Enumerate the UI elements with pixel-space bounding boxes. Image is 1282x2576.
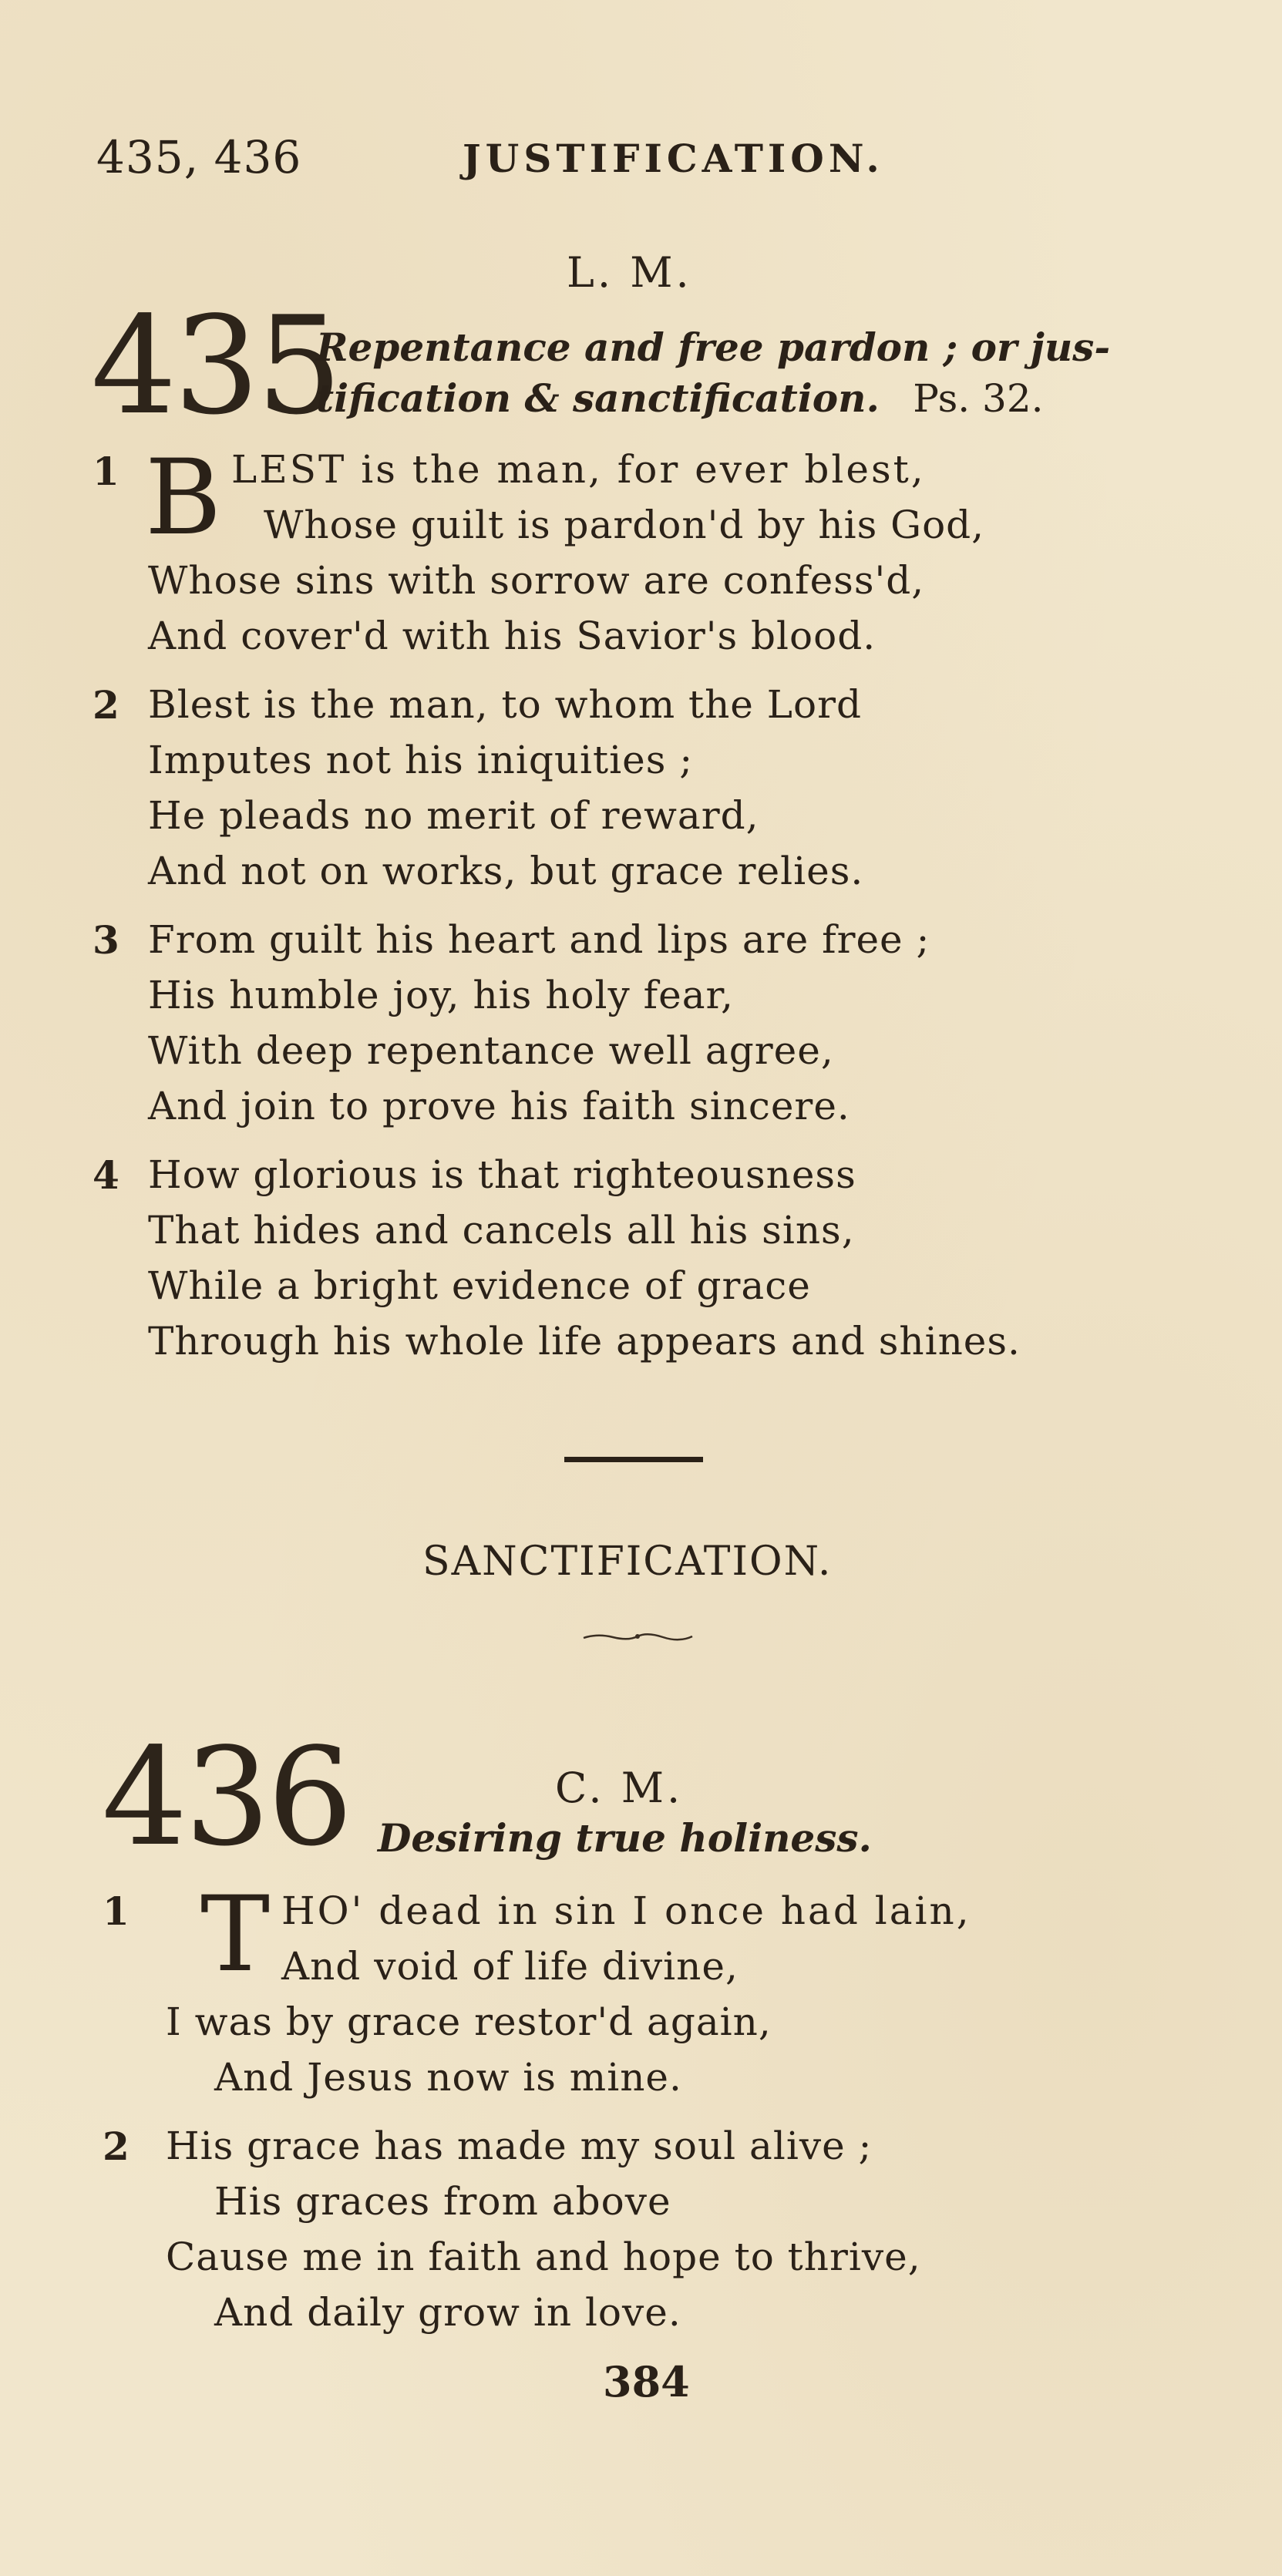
header-page-numbers: 435, 436 [96, 131, 302, 183]
hymn-436-v2-line4: And daily grow in love. [214, 2290, 681, 2335]
hymn-435-v1-line3: Whose sins with sorrow are confess'd, [148, 558, 925, 603]
hymn-436-number: 436 [102, 1720, 351, 1876]
hymn-436-v2-line1: His grace has made my soul alive ; [166, 2124, 873, 2168]
hymn-436-meter: C. M. [555, 1764, 684, 1812]
hymn-435-reference: Ps. 32. [913, 376, 1044, 421]
hymn-435-verse-3-number: 3 [93, 917, 119, 963]
hymn-436-verse-2-number: 2 [103, 2124, 130, 2169]
hymn-436-v1-line2: And void of life divine, [281, 1944, 739, 1989]
hymn-435-v3-line3: With deep repentance well agree, [148, 1028, 834, 1073]
hymn-435-subject-text: tification & sanctification. [316, 375, 880, 421]
hymn-436-v1-line3: I was by grace restor'd again, [166, 1999, 772, 2044]
hymn-435-v4-line2: That hides and cancels all his sins, [148, 1208, 855, 1253]
hymn-435-v1-line1: LEST is the man, for ever blest, [231, 447, 926, 492]
hymn-435-subject-line2 [316, 373, 1044, 424]
hymn-435-v2-line1: Blest is the man, to whom the Lord [148, 682, 862, 727]
hymn-435-v3-line2: His humble joy, his holy fear, [148, 973, 734, 1017]
hymn-435-v2-line3: He pleads no merit of reward, [148, 793, 759, 838]
hymn-435-v4-line4: Through his whole life appears and shines. [148, 1319, 1021, 1364]
section-title: SANCTIFICATION. [422, 1539, 833, 1585]
hymn-435-v4-line1: How glorious is that righteousness [148, 1152, 856, 1197]
hymn-435-v2-line4: And not on works, but grace relies. [148, 849, 864, 893]
hymn-435-subject-line1: Repentance and free pardon ; or jus- [316, 325, 1111, 370]
hymn-436-v2-line2: His graces from above [214, 2179, 671, 2224]
hymn-435-v2-line2: Imputes not his iniquities ; [148, 738, 694, 782]
hymn-435-verse-4-number: 4 [93, 1152, 119, 1198]
hymn-435-v4-line3: While a bright evidence of grace [148, 1263, 811, 1308]
hymn-435-dropcap: B [145, 437, 222, 558]
section-divider-rule [564, 1457, 703, 1462]
hymn-435-v1-line4: And cover'd with his Savior's blood. [148, 614, 877, 658]
hymn-435-verse-2-number: 2 [93, 682, 119, 728]
hymn-435-number: 435 [91, 288, 340, 445]
header-running-title: JUSTIFICATION. [463, 136, 884, 181]
hymn-436-v1-line4: And Jesus now is mine. [214, 2055, 682, 2100]
hymn-436-subject: Desiring true holiness. [378, 1815, 872, 1861]
hymn-435-v1-line2: Whose guilt is pardon'd by his God, [264, 503, 985, 547]
hymn-435-verse-1-number: 1 [93, 449, 119, 494]
hymn-436-verse-1-number: 1 [103, 1888, 130, 1934]
hymn-435-v3-line1: From guilt his heart and lips are free ; [148, 917, 930, 962]
hymn-436-v1-line1: HO' dead in sin I once had lain, [281, 1888, 971, 1933]
hymn-436-v2-line3: Cause me in faith and hope to thrive, [166, 2235, 921, 2279]
ornament-flourish [582, 1632, 694, 1641]
page-folio: 384 [603, 2357, 690, 2406]
hymn-435-v3-line4: And join to prove his faith sincere. [148, 1084, 850, 1128]
hymn-436-dropcap: T [200, 1874, 271, 1995]
hymn-435-meter: L. M. [567, 248, 692, 297]
